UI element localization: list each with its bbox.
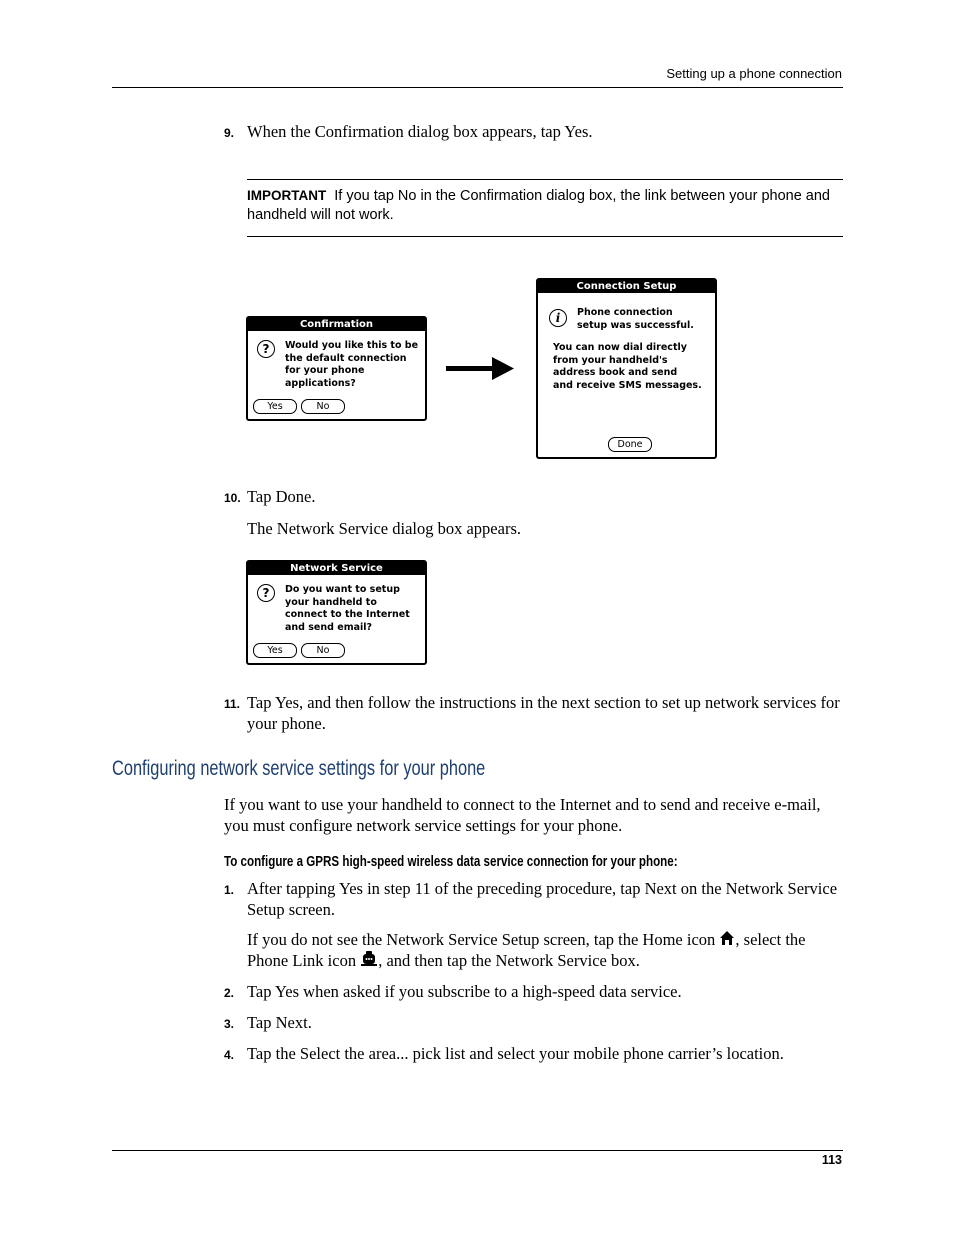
page-number: 113	[821, 1153, 842, 1167]
step-number: 3.	[224, 1017, 235, 1031]
running-header: Setting up a phone connection	[666, 66, 842, 81]
connection-setup-dialog	[536, 278, 717, 459]
step-result: The Network Service dialog box appears.	[247, 519, 521, 538]
step-number: 2.	[224, 986, 235, 1000]
step-number: 4.	[224, 1048, 235, 1062]
network-service-dialog	[246, 560, 427, 665]
note-text: , and then tap the Network Service box.	[378, 951, 640, 970]
step-text: Tap Yes, and then follow the instructions in the next section to set up network services for your phone.	[247, 693, 840, 733]
info-icon: i	[549, 309, 567, 327]
dialog-message: Would you like this to be the default connection for your phone applications?	[285, 340, 419, 389]
step-number: 11.	[224, 697, 241, 711]
important-top-rule	[247, 179, 843, 180]
dialog-title: Connection Setup	[538, 280, 715, 293]
note-text: , select the Phone Link icon	[247, 930, 806, 970]
step-number: 10.	[224, 491, 241, 505]
note-text: If you do not see the Network Service Setup screen, tap the Home icon	[247, 930, 716, 949]
step-text: After tapping Yes in step 11 of the preceding procedure, tap Next on the Network Service Setup screen.	[247, 879, 838, 919]
yes-button[interactable]: Yes	[253, 643, 297, 658]
important-label: IMPORTANT	[247, 188, 327, 203]
right-arrow-icon	[444, 354, 516, 384]
step-number: 1.	[224, 883, 235, 897]
step-text: When the Confirmation dialog box appears, tap Yes.	[247, 122, 593, 141]
dialog-title: Network Service	[248, 562, 425, 575]
procedure-title: To configure a GPRS high-speed wireless data service connection for your phone:	[224, 854, 678, 870]
step-text: Tap the Select the area... pick list and select your mobile phone carrier’s location.	[247, 1044, 784, 1063]
no-button[interactable]: No	[301, 643, 345, 658]
important-note	[247, 186, 843, 225]
question-icon: ?	[257, 340, 275, 358]
step-text: Tap Done.	[247, 487, 316, 506]
step-number: 9.	[224, 126, 235, 140]
dialog-message: Phone connection setup was successful.	[577, 307, 694, 331]
dialog-title: Confirmation	[248, 318, 425, 331]
no-button[interactable]: No	[301, 399, 345, 414]
section-heading: Configuring network service settings for your phone	[112, 757, 486, 780]
step-note	[247, 929, 843, 971]
done-button[interactable]: Done	[608, 437, 652, 452]
confirmation-dialog	[246, 316, 427, 421]
dialog-message-detail: You can now dial directly from your handheld's address book and send and receive SMS messages.	[553, 342, 702, 391]
header-rule	[112, 87, 843, 88]
phone-link-icon	[360, 951, 378, 967]
dialog-message: Do you want to setup your handheld to connect to the Internet and send email?	[285, 584, 410, 633]
question-icon: ?	[257, 584, 275, 602]
home-icon	[719, 930, 735, 946]
step-text: Tap Yes when asked if you subscribe to a high-speed data service.	[247, 982, 682, 1001]
yes-button[interactable]: Yes	[253, 399, 297, 414]
footer-rule	[112, 1150, 843, 1151]
section-intro: If you want to use your handheld to connect to the Internet and to send and receive e-mail, you must configure network service settings for your phone.	[224, 795, 821, 835]
important-bottom-rule	[247, 236, 843, 237]
step-text: Tap Next.	[247, 1013, 312, 1032]
important-text: If you tap No in the Confirmation dialog box, the link between your phone and handheld will not work.	[247, 188, 830, 223]
